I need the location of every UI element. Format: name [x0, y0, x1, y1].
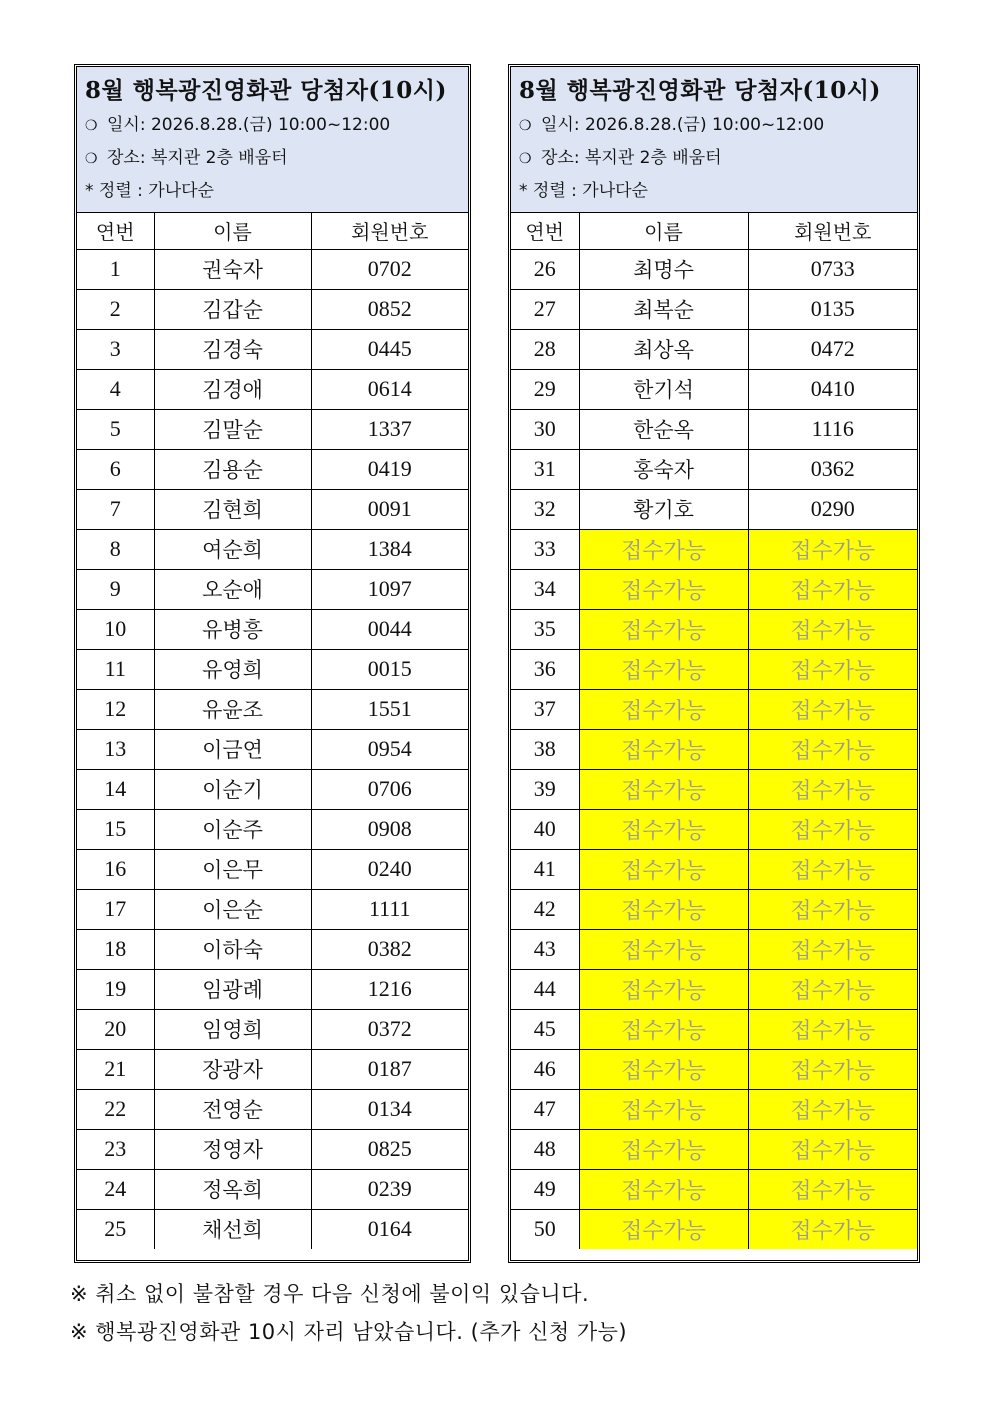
cell-no: 41: [511, 849, 579, 889]
winner-table: [511, 213, 917, 1249]
cell-member-id: 1384: [311, 529, 468, 569]
table-row: [77, 449, 468, 489]
info-line-date: ❍ 일시: 2026.8.28.(금) 10:00~12:00: [519, 109, 917, 142]
asterisk-bullet: *: [85, 181, 94, 201]
table-row: [77, 249, 468, 289]
cell-name: 정영자: [154, 1129, 311, 1169]
cell-name: 유병흥: [154, 609, 311, 649]
table-header-box: [77, 67, 468, 213]
table-row: [511, 689, 917, 729]
cell-member-id: 0445: [311, 329, 468, 369]
cell-name: 정옥희: [154, 1169, 311, 1209]
table-row: [77, 889, 468, 929]
cell-name: 접수가능: [579, 1209, 748, 1249]
cell-member-id: 0015: [311, 649, 468, 689]
table-row: [77, 1049, 468, 1089]
cell-name: 권숙자: [154, 249, 311, 289]
cell-name: 접수가능: [579, 569, 748, 609]
table-row: [77, 929, 468, 969]
table-row: [77, 769, 468, 809]
cell-member-id: 접수가능: [748, 569, 917, 609]
cell-name: 접수가능: [579, 1129, 748, 1169]
cell-member-id: 0372: [311, 1009, 468, 1049]
cell-no: 32: [511, 489, 579, 529]
table-row: [77, 569, 468, 609]
column-header-name: 이름: [579, 213, 748, 249]
cell-name: 접수가능: [579, 1089, 748, 1129]
cell-member-id: 0733: [748, 249, 917, 289]
cell-member-id: 1097: [311, 569, 468, 609]
table-row: [77, 609, 468, 649]
cell-member-id: 접수가능: [748, 1169, 917, 1209]
cell-no: 8: [77, 529, 154, 569]
table-row: [511, 569, 917, 609]
cell-member-id: 0382: [311, 929, 468, 969]
cell-member-id: 0706: [311, 769, 468, 809]
cell-member-id: 0702: [311, 249, 468, 289]
table-row: [77, 689, 468, 729]
cell-no: 43: [511, 929, 579, 969]
cell-name: 김경애: [154, 369, 311, 409]
cell-no: 15: [77, 809, 154, 849]
cell-member-id: 접수가능: [748, 729, 917, 769]
cell-member-id: 0852: [311, 289, 468, 329]
cell-name: 한기석: [579, 369, 748, 409]
table-row: [511, 609, 917, 649]
cell-name: 유영희: [154, 649, 311, 689]
cell-member-id: 접수가능: [748, 889, 917, 929]
cell-member-id: 0825: [311, 1129, 468, 1169]
table-row: [511, 769, 917, 809]
table-row: [77, 409, 468, 449]
cell-no: 5: [77, 409, 154, 449]
cell-no: 47: [511, 1089, 579, 1129]
table-title: 8월 행복광진영화관 당첨자(10시): [85, 77, 447, 104]
cell-name: 최복순: [579, 289, 748, 329]
cell-member-id: 0614: [311, 369, 468, 409]
table-row: [511, 369, 917, 409]
cell-no: 26: [511, 249, 579, 289]
cell-no: 17: [77, 889, 154, 929]
asterisk-bullet: *: [519, 181, 528, 201]
cell-member-id: 0240: [311, 849, 468, 889]
cell-name: 접수가능: [579, 969, 748, 1009]
cell-member-id: 0164: [311, 1209, 468, 1249]
cell-no: 21: [77, 1049, 154, 1089]
cell-no: 6: [77, 449, 154, 489]
cell-member-id: 0134: [311, 1089, 468, 1129]
cell-name: 접수가능: [579, 609, 748, 649]
cell-name: 장광자: [154, 1049, 311, 1089]
cell-member-id: 접수가능: [748, 1209, 917, 1249]
cell-no: 35: [511, 609, 579, 649]
cell-name: 이하숙: [154, 929, 311, 969]
cell-name: 유윤조: [154, 689, 311, 729]
cell-name: 접수가능: [579, 929, 748, 969]
cell-name: 오순애: [154, 569, 311, 609]
cell-no: 48: [511, 1129, 579, 1169]
table-row: [511, 969, 917, 1009]
cell-member-id: 접수가능: [748, 1009, 917, 1049]
cell-member-id: 0954: [311, 729, 468, 769]
cell-name: 최명수: [579, 249, 748, 289]
cell-member-id: 0290: [748, 489, 917, 529]
cell-no: 9: [77, 569, 154, 609]
cell-member-id: 접수가능: [748, 529, 917, 569]
table-row: [77, 1169, 468, 1209]
cell-member-id: 0044: [311, 609, 468, 649]
cell-no: 27: [511, 289, 579, 329]
table-row: [77, 849, 468, 889]
cell-no: 4: [77, 369, 154, 409]
cell-no: 23: [77, 1129, 154, 1169]
cell-name: 접수가능: [579, 529, 748, 569]
cell-member-id: 0239: [311, 1169, 468, 1209]
table-row: [77, 649, 468, 689]
cell-member-id: 0091: [311, 489, 468, 529]
cell-no: 12: [77, 689, 154, 729]
table-row: [511, 329, 917, 369]
cell-member-id: 0419: [311, 449, 468, 489]
table-row: [511, 1209, 917, 1249]
cell-no: 50: [511, 1209, 579, 1249]
cell-name: 한순옥: [579, 409, 748, 449]
cell-member-id: 접수가능: [748, 689, 917, 729]
cell-no: 2: [77, 289, 154, 329]
table-row: [511, 889, 917, 929]
winner-table-right: [508, 64, 920, 1263]
cell-member-id: 접수가능: [748, 609, 917, 649]
table-row: [511, 729, 917, 769]
cell-name: 김말순: [154, 409, 311, 449]
cell-no: 37: [511, 689, 579, 729]
table-row: [77, 329, 468, 369]
winner-table: [77, 213, 468, 1249]
cell-no: 18: [77, 929, 154, 969]
cell-member-id: 접수가능: [748, 649, 917, 689]
table-row: [511, 449, 917, 489]
footnote-seats-available: ※ 행복광진영화관 10시 자리 남았습니다. (추가 신청 가능): [70, 1320, 628, 1344]
footnote-no-show-warning: ※ 취소 없이 불참할 경우 다음 신청에 불이익 있습니다.: [70, 1282, 590, 1306]
table-row: [511, 1089, 917, 1129]
table-row: [77, 1209, 468, 1249]
cell-name: 이은무: [154, 849, 311, 889]
cell-no: 1: [77, 249, 154, 289]
info-line-sort: * 정렬 : 가나다순: [85, 181, 214, 201]
info-line-place: ❍ 장소: 복지관 2층 배움터: [519, 142, 917, 175]
table-row: [77, 809, 468, 849]
cell-name: 접수가능: [579, 1049, 748, 1089]
table-row: [511, 929, 917, 969]
table-row: [511, 409, 917, 449]
circle-bullet-icon: ❍: [519, 151, 532, 167]
cell-member-id: 1111: [311, 889, 468, 929]
cell-no: 36: [511, 649, 579, 689]
table-row: [511, 809, 917, 849]
table-row: [77, 1009, 468, 1049]
cell-name: 김갑순: [154, 289, 311, 329]
cell-member-id: 0362: [748, 449, 917, 489]
table-title: 8월 행복광진영화관 당첨자(10시): [519, 77, 881, 104]
table-row: [511, 1129, 917, 1169]
cell-no: 13: [77, 729, 154, 769]
column-header-member-id: 회원번호: [748, 213, 917, 249]
table-row: [77, 729, 468, 769]
table-row: [511, 649, 917, 689]
table-row: [511, 1009, 917, 1049]
cell-member-id: 접수가능: [748, 809, 917, 849]
cell-no: 25: [77, 1209, 154, 1249]
circle-bullet-icon: ❍: [85, 118, 98, 134]
cell-member-id: 접수가능: [748, 1049, 917, 1089]
cell-no: 38: [511, 729, 579, 769]
cell-member-id: 0908: [311, 809, 468, 849]
cell-name: 접수가능: [579, 769, 748, 809]
cell-name: 김경숙: [154, 329, 311, 369]
table-row: [511, 1049, 917, 1089]
cell-name: 이순기: [154, 769, 311, 809]
footnotes: [70, 1275, 627, 1351]
circle-bullet-icon: ❍: [85, 151, 98, 167]
cell-member-id: 0410: [748, 369, 917, 409]
cell-no: 11: [77, 649, 154, 689]
table-row: [77, 529, 468, 569]
cell-no: 31: [511, 449, 579, 489]
cell-member-id: 0135: [748, 289, 917, 329]
cell-no: 10: [77, 609, 154, 649]
cell-no: 19: [77, 969, 154, 1009]
cell-no: 3: [77, 329, 154, 369]
table-row: [511, 849, 917, 889]
cell-no: 28: [511, 329, 579, 369]
table-row: [511, 289, 917, 329]
cell-no: 7: [77, 489, 154, 529]
circle-bullet-icon: ❍: [519, 118, 532, 134]
cell-no: 30: [511, 409, 579, 449]
info-line-date: ❍ 일시: 2026.8.28.(금) 10:00~12:00: [85, 109, 468, 142]
cell-name: 최상옥: [579, 329, 748, 369]
cell-name: 전영순: [154, 1089, 311, 1129]
cell-member-id: 접수가능: [748, 769, 917, 809]
cell-member-id: 1337: [311, 409, 468, 449]
cell-name: 접수가능: [579, 689, 748, 729]
cell-name: 홍숙자: [579, 449, 748, 489]
table-row: [77, 289, 468, 329]
cell-name: 이순주: [154, 809, 311, 849]
cell-no: 14: [77, 769, 154, 809]
cell-name: 임영희: [154, 1009, 311, 1049]
cell-name: 접수가능: [579, 849, 748, 889]
table-row: [77, 1129, 468, 1169]
cell-no: 20: [77, 1009, 154, 1049]
table-row: [77, 969, 468, 1009]
cell-member-id: 1551: [311, 689, 468, 729]
info-line-sort: * 정렬 : 가나다순: [519, 181, 648, 201]
cell-no: 49: [511, 1169, 579, 1209]
cell-member-id: 접수가능: [748, 849, 917, 889]
column-header-member-id: 회원번호: [311, 213, 468, 249]
cell-name: 황기호: [579, 489, 748, 529]
cell-no: 34: [511, 569, 579, 609]
cell-name: 여순희: [154, 529, 311, 569]
cell-no: 42: [511, 889, 579, 929]
cell-no: 22: [77, 1089, 154, 1129]
cell-no: 39: [511, 769, 579, 809]
cell-no: 29: [511, 369, 579, 409]
cell-name: 김용순: [154, 449, 311, 489]
cell-name: 이은순: [154, 889, 311, 929]
cell-no: 16: [77, 849, 154, 889]
table-row: [77, 1089, 468, 1129]
info-line-place: ❍ 장소: 복지관 2층 배움터: [85, 142, 468, 175]
cell-no: 46: [511, 1049, 579, 1089]
cell-name: 접수가능: [579, 1009, 748, 1049]
cell-name: 채선희: [154, 1209, 311, 1249]
cell-member-id: 접수가능: [748, 969, 917, 1009]
winner-table-left: [74, 64, 471, 1263]
cell-name: 접수가능: [579, 889, 748, 929]
column-header-no: 연번: [77, 213, 154, 249]
table-row: [511, 489, 917, 529]
cell-name: 접수가능: [579, 729, 748, 769]
cell-member-id: 접수가능: [748, 1129, 917, 1169]
table-row: [77, 369, 468, 409]
table-row: [511, 249, 917, 289]
cell-name: 이금연: [154, 729, 311, 769]
cell-name: 접수가능: [579, 649, 748, 689]
cell-no: 40: [511, 809, 579, 849]
cell-member-id: 접수가능: [748, 1089, 917, 1129]
cell-member-id: 0472: [748, 329, 917, 369]
cell-no: 33: [511, 529, 579, 569]
column-header-name: 이름: [154, 213, 311, 249]
cell-member-id: 접수가능: [748, 929, 917, 969]
cell-name: 접수가능: [579, 809, 748, 849]
cell-no: 44: [511, 969, 579, 1009]
cell-member-id: 0187: [311, 1049, 468, 1089]
cell-member-id: 1116: [748, 409, 917, 449]
cell-name: 김현희: [154, 489, 311, 529]
cell-no: 24: [77, 1169, 154, 1209]
table-row: [511, 1169, 917, 1209]
table-row: [77, 489, 468, 529]
cell-name: 접수가능: [579, 1169, 748, 1209]
column-header-no: 연번: [511, 213, 579, 249]
table-row: [511, 529, 917, 569]
table-header-box: [511, 67, 917, 213]
cell-member-id: 1216: [311, 969, 468, 1009]
cell-no: 45: [511, 1009, 579, 1049]
cell-name: 임광례: [154, 969, 311, 1009]
